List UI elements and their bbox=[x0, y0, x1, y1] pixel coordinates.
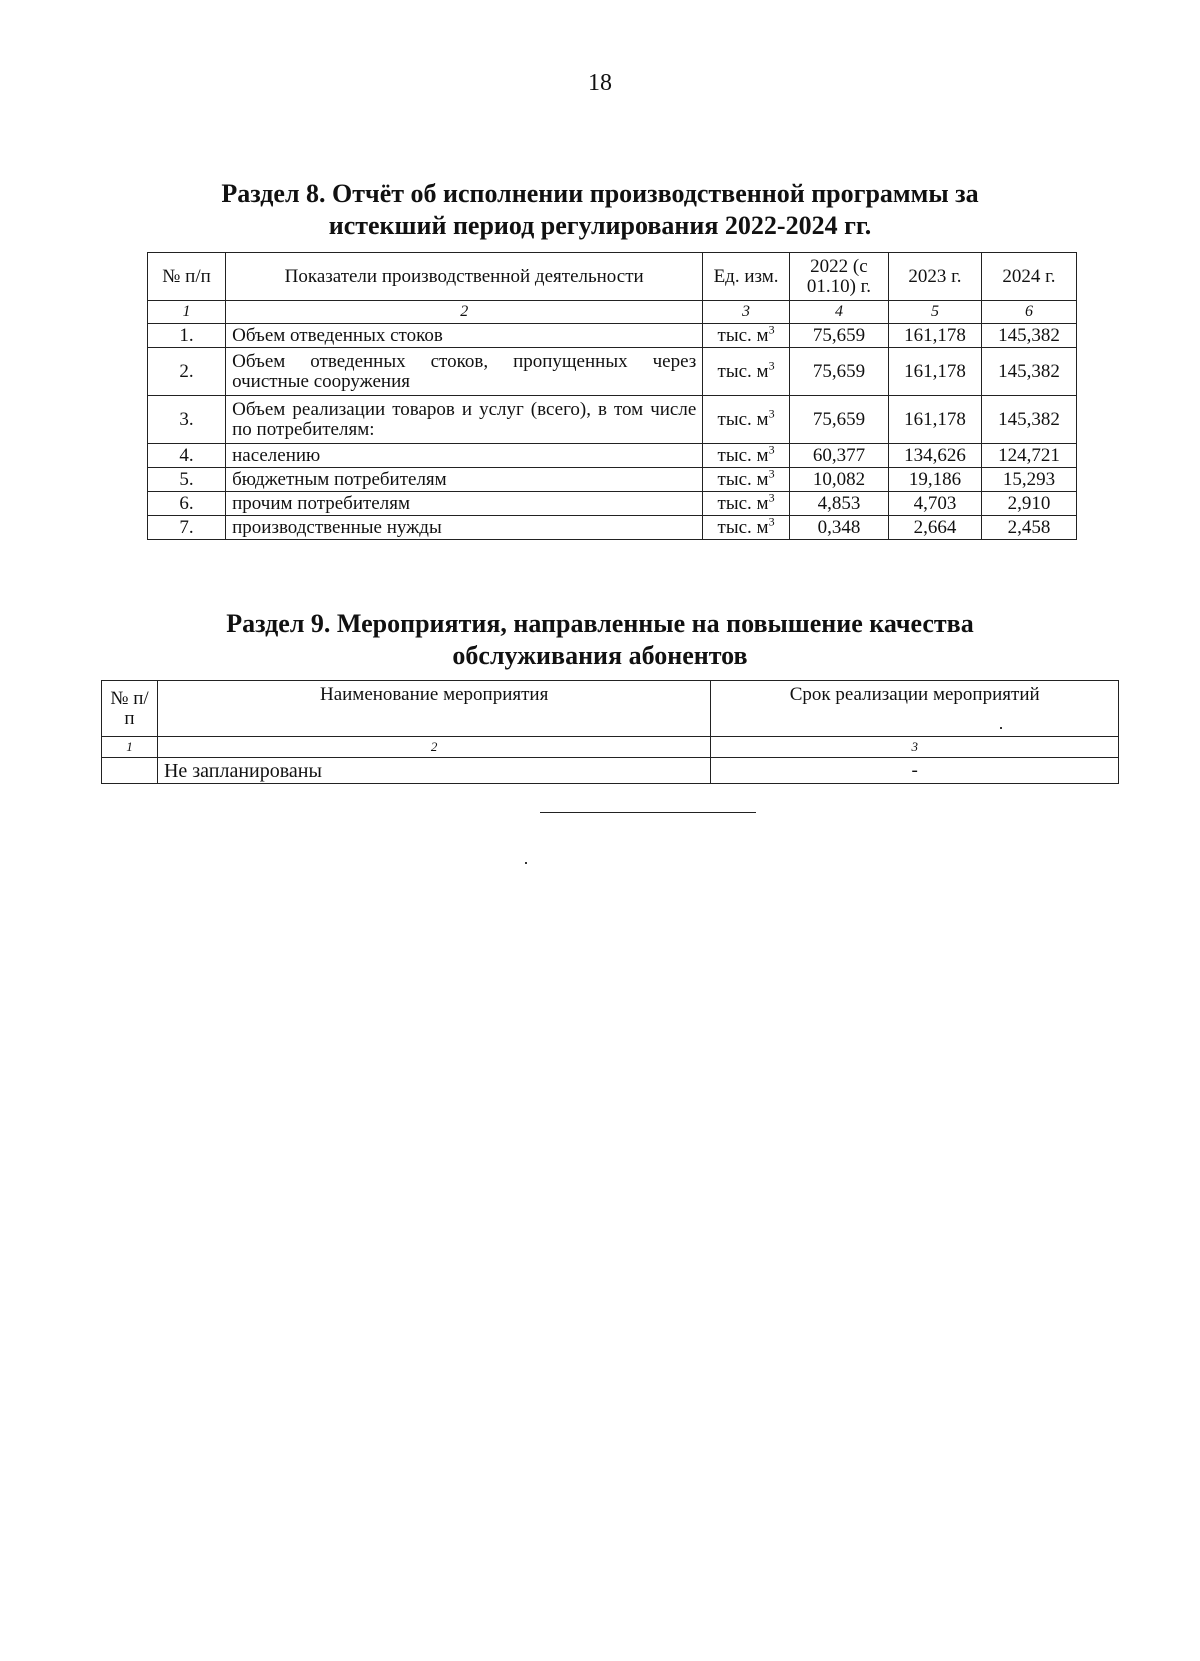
row-num: 3. bbox=[148, 396, 226, 444]
unit-sup: 3 bbox=[768, 466, 775, 481]
row-unit bbox=[703, 492, 790, 516]
index-cell: 3 bbox=[711, 737, 1119, 758]
row-name: Объем отведенных стоков, пропущенных через очистные сооружения bbox=[226, 348, 703, 396]
row-unit bbox=[703, 396, 790, 444]
unit-text: тыс. м bbox=[717, 516, 769, 538]
table-row bbox=[148, 492, 1077, 516]
row-num: 1. bbox=[148, 324, 226, 348]
row-name: Объем реализации товаров и услуг (всего), в том числе по потребителям: bbox=[226, 396, 703, 444]
header-2022: 2022 (с 01.10) г. bbox=[789, 253, 888, 301]
row-unit bbox=[703, 468, 790, 492]
unit-sup: 3 bbox=[768, 490, 775, 505]
row-value-2023: 134,626 bbox=[889, 444, 982, 468]
index-cell: 5 bbox=[889, 301, 982, 324]
row-num: 6. bbox=[148, 492, 226, 516]
unit-sup: 3 bbox=[768, 322, 775, 337]
row-value-2023: 2,664 bbox=[889, 516, 982, 540]
header-2024: 2024 г. bbox=[981, 253, 1076, 301]
table-header-row bbox=[148, 253, 1077, 301]
unit-text: тыс. м bbox=[717, 324, 769, 346]
index-cell: 3 bbox=[703, 301, 790, 324]
row-value-2024: 145,382 bbox=[981, 396, 1076, 444]
unit-sup: 3 bbox=[768, 406, 775, 421]
section-8-title-line-1: Раздел 8. Отчёт об исполнении производственной программы за bbox=[221, 179, 979, 208]
unit-text: тыс. м bbox=[717, 360, 769, 382]
row-num bbox=[102, 758, 158, 784]
section-9-title bbox=[0, 608, 1200, 672]
row-value-2022: 75,659 bbox=[789, 396, 888, 444]
page-number: 18 bbox=[588, 70, 612, 96]
scan-speck bbox=[1000, 727, 1002, 729]
header-2023: 2023 г. bbox=[889, 253, 982, 301]
row-num: 4. bbox=[148, 444, 226, 468]
column-index-row bbox=[102, 737, 1119, 758]
unit-sup: 3 bbox=[768, 358, 775, 373]
production-program-table bbox=[147, 252, 1077, 540]
row-value-2024: 15,293 bbox=[981, 468, 1076, 492]
row-value-2024: 145,382 bbox=[981, 348, 1076, 396]
row-value-2022: 75,659 bbox=[789, 348, 888, 396]
row-measure-name: Не запланированы bbox=[157, 758, 710, 784]
row-name: населению bbox=[226, 444, 703, 468]
row-name: Объем отведенных стоков bbox=[226, 324, 703, 348]
row-unit bbox=[703, 348, 790, 396]
index-cell: 6 bbox=[981, 301, 1076, 324]
unit-text: тыс. м bbox=[717, 408, 769, 430]
index-cell: 4 bbox=[789, 301, 888, 324]
row-num: 7. bbox=[148, 516, 226, 540]
unit-text: тыс. м bbox=[717, 492, 769, 514]
row-value-2022: 10,082 bbox=[789, 468, 888, 492]
section-9-title-line-1: Раздел 9. Мероприятия, направленные на повышение качества bbox=[226, 609, 974, 638]
header-term: Срок реализации мероприятий bbox=[711, 681, 1119, 737]
row-value-2022: 75,659 bbox=[789, 324, 888, 348]
row-value-2023: 4,703 bbox=[889, 492, 982, 516]
row-value-2023: 161,178 bbox=[889, 396, 982, 444]
index-cell: 1 bbox=[102, 737, 158, 758]
table-row bbox=[148, 516, 1077, 540]
header-unit: Ед. изм. bbox=[703, 253, 790, 301]
unit-text: тыс. м bbox=[717, 468, 769, 490]
index-cell: 1 bbox=[148, 301, 226, 324]
row-value-2022: 4,853 bbox=[789, 492, 888, 516]
index-cell: 2 bbox=[226, 301, 703, 324]
table-header-row bbox=[102, 681, 1119, 737]
row-value-2024: 2,458 bbox=[981, 516, 1076, 540]
row-name: прочим потребителям bbox=[226, 492, 703, 516]
end-divider bbox=[540, 812, 756, 813]
row-num: 2. bbox=[148, 348, 226, 396]
unit-sup: 3 bbox=[768, 514, 775, 529]
row-value-2024: 145,382 bbox=[981, 324, 1076, 348]
column-index-row bbox=[148, 301, 1077, 324]
table-row bbox=[148, 396, 1077, 444]
row-unit bbox=[703, 516, 790, 540]
row-name: бюджетным потребителям bbox=[226, 468, 703, 492]
row-unit bbox=[703, 324, 790, 348]
table-row bbox=[148, 468, 1077, 492]
header-measure-name: Наименование мероприятия bbox=[157, 681, 710, 737]
table-row bbox=[148, 444, 1077, 468]
section-8-title bbox=[0, 178, 1200, 242]
row-unit bbox=[703, 444, 790, 468]
header-indicator: Показатели производственной деятельности bbox=[226, 253, 703, 301]
row-num: 5. bbox=[148, 468, 226, 492]
scan-speck bbox=[525, 862, 527, 864]
table-row bbox=[148, 348, 1077, 396]
service-quality-measures-table bbox=[101, 680, 1119, 784]
unit-sup: 3 bbox=[768, 442, 775, 457]
row-value-2022: 60,377 bbox=[789, 444, 888, 468]
section-9-title-line-2: обслуживания абонентов bbox=[452, 641, 748, 670]
row-value-2022: 0,348 bbox=[789, 516, 888, 540]
header-num: № п/п bbox=[148, 253, 226, 301]
row-value-2023: 161,178 bbox=[889, 324, 982, 348]
table-row bbox=[148, 324, 1077, 348]
row-value-2024: 2,910 bbox=[981, 492, 1076, 516]
row-value-2023: 161,178 bbox=[889, 348, 982, 396]
row-value-2023: 19,186 bbox=[889, 468, 982, 492]
row-name: производственные нужды bbox=[226, 516, 703, 540]
index-cell: 2 bbox=[157, 737, 710, 758]
header-num: № п/п bbox=[102, 681, 158, 737]
section-8-title-line-2: истекший период регулирования 2022-2024 гг. bbox=[328, 211, 872, 240]
unit-text: тыс. м bbox=[717, 444, 769, 466]
row-term: - bbox=[711, 758, 1119, 784]
row-value-2024: 124,721 bbox=[981, 444, 1076, 468]
table-row bbox=[102, 758, 1119, 784]
